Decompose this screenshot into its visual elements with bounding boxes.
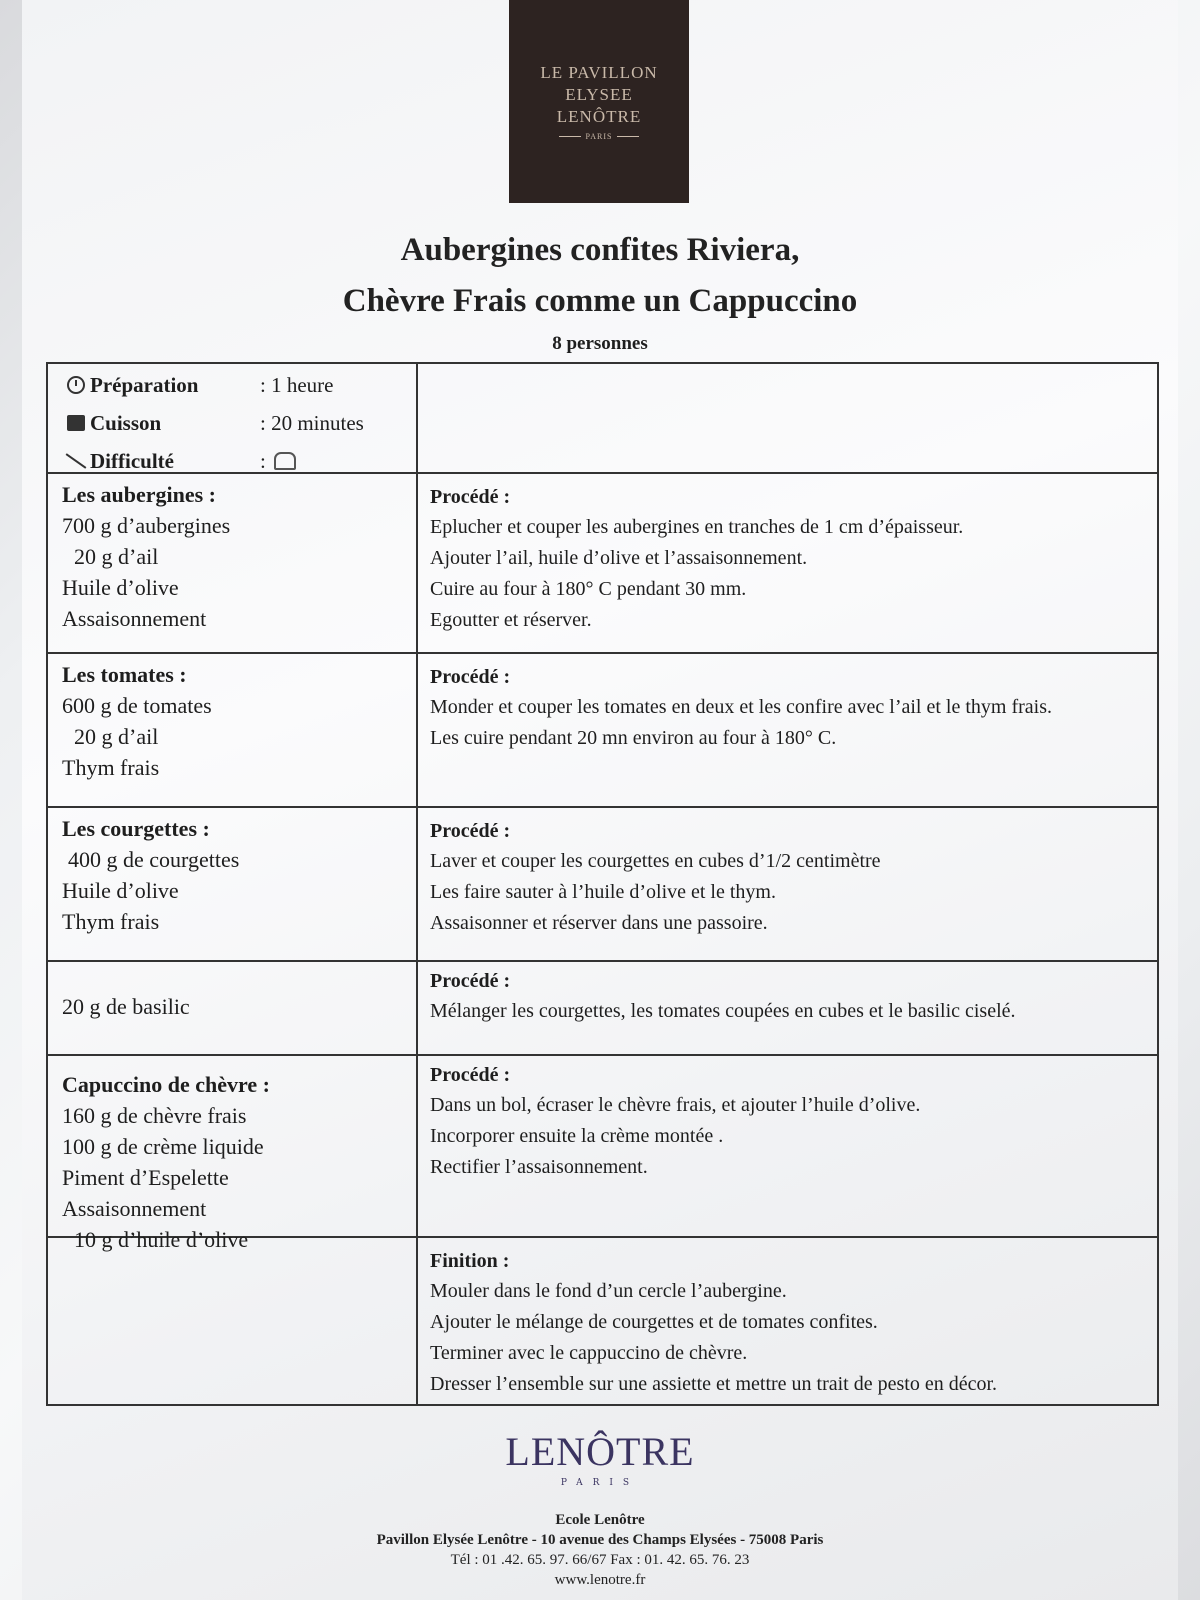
- section-heading: Les aubergines :: [62, 482, 216, 507]
- ingredient: Huile d’olive: [62, 878, 179, 903]
- lenotre-logo: LENÔTRE: [505, 1429, 695, 1474]
- ingredient: 160 g de chèvre frais: [62, 1103, 247, 1128]
- ingredients-cell: [48, 654, 418, 806]
- procedure-step: Les faire sauter à l’huile d’olive et le thym.: [430, 881, 776, 903]
- preparation-line: [62, 366, 402, 404]
- difficulte-label: Difficulté: [90, 448, 174, 473]
- logo-line: LENÔTRE: [556, 107, 642, 126]
- cuisson-label: Cuisson: [90, 410, 162, 435]
- empty-cell: [48, 1238, 418, 1404]
- procedure-step: Dans un bol, écraser le chèvre frais, et ajouter l’huile d’olive.: [430, 1094, 921, 1116]
- procedure-title: Procédé :: [430, 666, 511, 688]
- section-row: [48, 472, 1157, 652]
- ingredient: Thym frais: [62, 755, 160, 780]
- footer-website[interactable]: www.lenotre.fr: [554, 1572, 646, 1588]
- ingredients-cell: [48, 962, 418, 1054]
- procedure-cell: [418, 654, 1157, 806]
- procedure-step: Assaisonner et réserver dans une passoire.: [430, 912, 768, 934]
- footer-phone: Tél : 01 .42. 65. 97. 66/67 Fax : 01. 42. 65. 76. 23: [450, 1552, 750, 1568]
- section-heading: Les tomates :: [62, 662, 187, 687]
- ingredient: Piment d’Espelette: [62, 1165, 229, 1190]
- ingredient: 20 g d’ail: [74, 544, 159, 569]
- ingredient: Thym frais: [62, 909, 160, 934]
- recipe-title-line-2: Chèvre Frais comme un Cappuccino: [342, 283, 858, 319]
- finition-step: Ajouter le mélange de courgettes et de tomates confites.: [430, 1311, 878, 1333]
- ingredient: 20 g d’ail: [74, 724, 159, 749]
- knife-icon: [66, 453, 87, 468]
- finition-cell: [418, 1238, 1157, 1404]
- ingredient: 100 g de crème liquide: [62, 1134, 264, 1159]
- finition-title: Finition :: [430, 1250, 510, 1272]
- ingredient: Assaisonnement: [62, 1196, 207, 1221]
- finition-row: [48, 1236, 1157, 1404]
- ingredient: Assaisonnement: [62, 606, 207, 631]
- section-heading: Les courgettes :: [62, 816, 210, 841]
- logo-line: ELYSEE: [565, 85, 633, 104]
- servings: 8 personnes: [552, 333, 648, 354]
- ingredient: 600 g de tomates: [62, 693, 212, 718]
- finition-step: Terminer avec le cappuccino de chèvre.: [430, 1342, 748, 1364]
- recipe-table: [46, 362, 1159, 1406]
- section-row: [48, 1054, 1157, 1252]
- pot-icon: [67, 415, 85, 431]
- procedure-step: Eplucher et couper les aubergines en tranches de 1 cm d’épaisseur.: [430, 516, 964, 538]
- meta-empty-cell: [418, 364, 1157, 472]
- ingredient: Huile d’olive: [62, 575, 179, 600]
- logo-paris: PARIS: [559, 132, 640, 141]
- pavillon-logo: [509, 0, 689, 203]
- procedure-title: Procédé :: [430, 970, 511, 992]
- procedure-step: Monder et couper les tomates en deux et les confire avec l’ail et le thym frais.: [430, 696, 1052, 718]
- procedure-title: Procédé :: [430, 486, 511, 508]
- recipe-title-line-1: Aubergines confites Riviera,: [400, 232, 800, 268]
- section-row: [48, 806, 1157, 960]
- procedure-step: Rectifier l’assaisonnement.: [430, 1156, 648, 1178]
- preparation-label: Préparation: [90, 372, 199, 397]
- section-row: [48, 652, 1157, 806]
- procedure-title: Procédé :: [430, 1064, 511, 1086]
- logo-line: LE PAVILLON: [540, 63, 658, 82]
- procedure-cell: [418, 1056, 1157, 1236]
- ingredients-cell: [48, 474, 418, 652]
- procedure-step: Ajouter l’ail, huile d’olive et l’assaisonnement.: [430, 547, 808, 569]
- cuisson-line: [62, 404, 402, 442]
- procedure-step: Cuire au four à 180° C pendant 30 mm.: [430, 578, 747, 600]
- ingredient: 10 g d’huile d’olive: [74, 1227, 249, 1252]
- ingredient: 20 g de basilic: [62, 993, 190, 1019]
- ingredients-cell: [48, 808, 418, 960]
- difficulte-value: :: [260, 448, 266, 473]
- procedure-title: Procédé :: [430, 820, 511, 842]
- footer-school: Ecole Lenôtre: [555, 1512, 645, 1528]
- procedure-cell: [418, 808, 1157, 960]
- procedure-step: Mélanger les courgettes, les tomates coupées en cubes et le basilic ciselé.: [430, 1000, 1016, 1022]
- section-row: [48, 960, 1157, 1054]
- chef-hat-icon: [274, 452, 296, 470]
- lenotre-logo-sub: PARIS: [560, 1478, 640, 1488]
- section-heading: Capuccino de chèvre :: [62, 1072, 270, 1097]
- finition-step: Dresser l’ensemble sur une assiette et mettre un trait de pesto en décor.: [430, 1373, 998, 1395]
- footer-address: Pavillon Elysée Lenôtre - 10 avenue des Champs Elysées - 75008 Paris: [376, 1532, 824, 1548]
- finition-step: Mouler dans le fond d’un cercle l’aubergine.: [430, 1280, 787, 1302]
- ingredients-cell: [48, 1056, 418, 1252]
- procedure-step: Egoutter et réserver.: [430, 609, 592, 631]
- procedure-cell: [418, 962, 1157, 1054]
- ingredient: 400 g de courgettes: [68, 847, 240, 872]
- meta-row: [48, 364, 1157, 472]
- procedure-step: Les cuire pendant 20 mn environ au four à 180° C.: [430, 727, 837, 749]
- procedure-cell: [418, 474, 1157, 652]
- procedure-step: Laver et couper les courgettes en cubes d’1/2 centimètre: [430, 850, 881, 872]
- clock-icon: [67, 376, 85, 394]
- meta-cell: [48, 364, 418, 472]
- procedure-step: Incorporer ensuite la crème montée .: [430, 1125, 724, 1147]
- cuisson-value: : 20 minutes: [260, 410, 364, 435]
- ingredient: 700 g d’aubergines: [62, 513, 231, 538]
- preparation-value: : 1 heure: [260, 372, 334, 397]
